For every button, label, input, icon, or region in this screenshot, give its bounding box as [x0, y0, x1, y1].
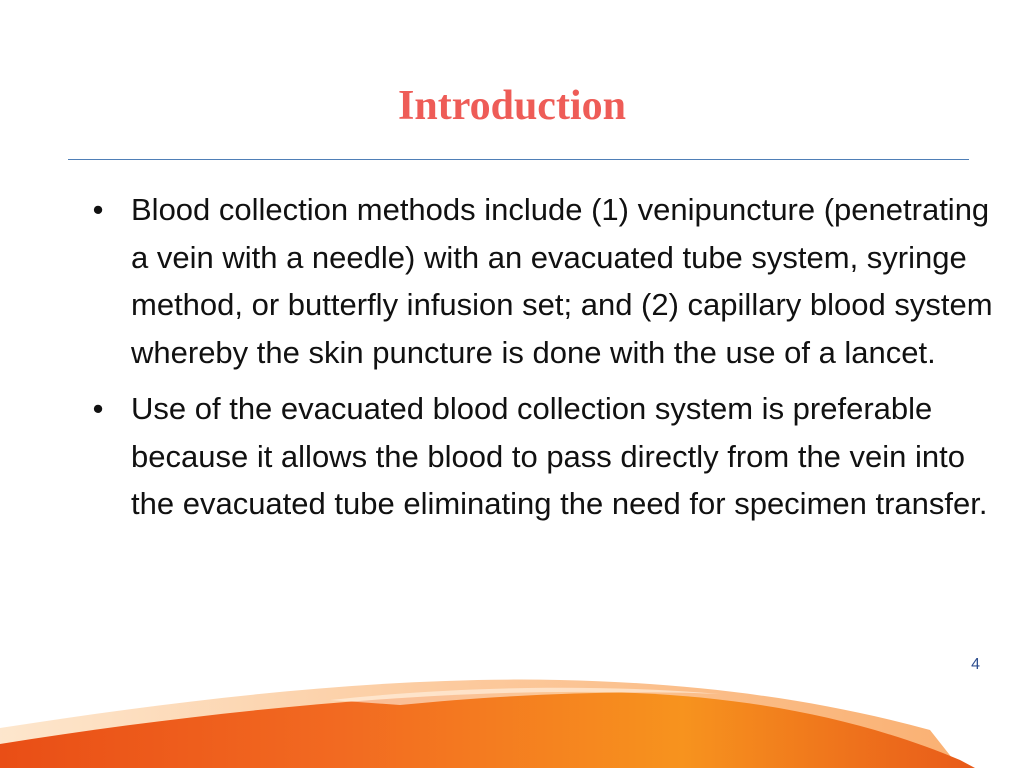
- slide-title: Introduction: [398, 83, 626, 129]
- title-divider: [68, 159, 969, 160]
- bullet-item: [84, 385, 994, 528]
- bullet-item: [84, 186, 994, 376]
- swoosh-main-layer: [0, 692, 975, 768]
- bullet-text: Use of the evacuated blood collection system is preferable because it allows the blood to pass directly from the vein into the evacuated tube eliminating the need for specimen transfer.: [131, 391, 988, 521]
- bullet-list: [84, 186, 994, 537]
- bullet-text: Blood collection methods include (1) venipuncture (penetrating a vein with a needle) with an evacuated tube system, syringe method, or butterfly infusion set; and (2) capillary blood system whereby the skin puncture is done with the use of a lancet.: [131, 192, 993, 370]
- swoosh-highlight: [330, 688, 720, 705]
- bullet-marker: •: [92, 192, 104, 227]
- page-number: 4: [971, 656, 980, 673]
- swoosh-light-layer: [0, 680, 960, 768]
- bullet-marker: •: [92, 391, 104, 426]
